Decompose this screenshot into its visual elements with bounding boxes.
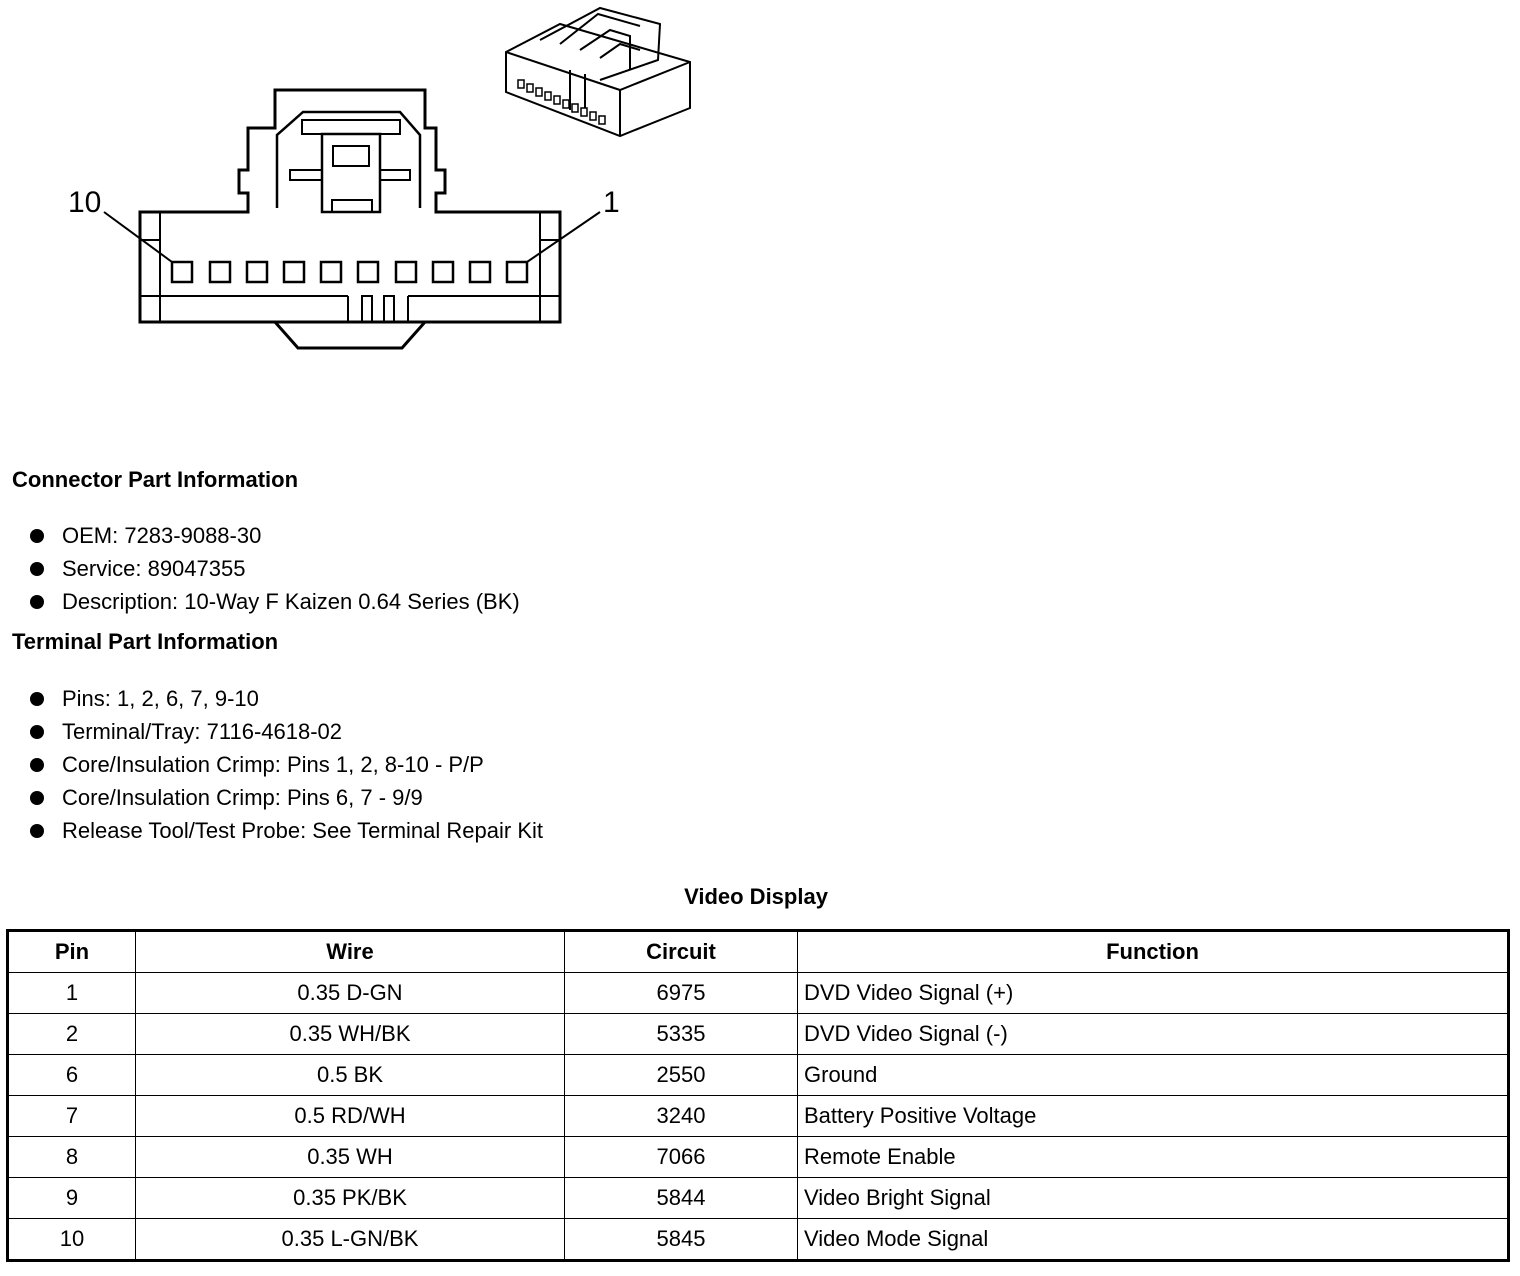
- cell-circuit: 3240: [565, 1096, 798, 1137]
- list-item: Service: 89047355: [28, 552, 520, 585]
- list-item: Pins: 1, 2, 6, 7, 9-10: [28, 682, 543, 715]
- list-item: OEM: 7283-9088-30: [28, 519, 520, 552]
- pin-cavity-5: [358, 262, 378, 282]
- cell-circuit: 7066: [565, 1137, 798, 1178]
- pin-label-1: 1: [603, 186, 620, 219]
- connector-part-info-list: [28, 519, 520, 618]
- cell-circuit: 5845: [565, 1219, 798, 1261]
- pinout-table: [6, 929, 1510, 1262]
- table-row: [8, 1055, 1509, 1096]
- cell-function: Remote Enable: [798, 1137, 1509, 1178]
- cell-wire: 0.5 BK: [136, 1055, 565, 1096]
- bullet-icon: [30, 758, 44, 772]
- connector-face-view: [140, 90, 560, 348]
- bullet-icon: [30, 595, 44, 609]
- cell-wire: 0.35 WH: [136, 1137, 565, 1178]
- cell-function: Battery Positive Voltage: [798, 1096, 1509, 1137]
- bullet-icon: [30, 529, 44, 543]
- pin-cavity-7: [284, 262, 304, 282]
- bullet-icon: [30, 791, 44, 805]
- column-header-circuit: Circuit: [565, 931, 798, 973]
- pin-cavity-10: [172, 262, 192, 282]
- cell-pin: 2: [8, 1014, 136, 1055]
- list-item: Terminal/Tray: 7116-4618-02: [28, 715, 543, 748]
- terminal-part-info-heading: Terminal Part Information: [12, 629, 279, 654]
- bullet-icon: [30, 692, 44, 706]
- table-row: [8, 1137, 1509, 1178]
- pin-cavity-6: [321, 262, 341, 282]
- cell-circuit: 5335: [565, 1014, 798, 1055]
- table-row: [8, 973, 1509, 1014]
- pin-cavity-8: [247, 262, 267, 282]
- cell-wire: 0.35 D-GN: [136, 973, 565, 1014]
- bullet-icon: [30, 725, 44, 739]
- cell-wire: 0.35 WH/BK: [136, 1014, 565, 1055]
- table-row: [8, 1014, 1509, 1055]
- column-header-pin: Pin: [8, 931, 136, 973]
- connector-diagram: [0, 0, 760, 380]
- pin-10-leader: [104, 212, 172, 262]
- pin-cavity-9: [210, 262, 230, 282]
- pin-cavity-1: [507, 262, 527, 282]
- pin-cavities: [172, 262, 527, 282]
- table-row: [8, 1096, 1509, 1137]
- cell-pin: 7: [8, 1096, 136, 1137]
- table-header-row: [8, 931, 1509, 973]
- list-item: Description: 10-Way F Kaizen 0.64 Series (BK): [28, 585, 520, 618]
- bullet-icon: [30, 824, 44, 838]
- cell-function: DVD Video Signal (-): [798, 1014, 1509, 1055]
- table-title: Video Display: [684, 884, 828, 909]
- column-header-function: Function: [798, 931, 1509, 973]
- cell-function: Video Bright Signal: [798, 1178, 1509, 1219]
- pin-cavity-2: [470, 262, 490, 282]
- cell-pin: 6: [8, 1055, 136, 1096]
- cell-wire: 0.35 L-GN/BK: [136, 1219, 565, 1261]
- connector-isometric-view: [506, 8, 690, 136]
- pin-1-leader: [527, 212, 600, 262]
- list-item: Release Tool/Test Probe: See Terminal Repair Kit: [28, 814, 543, 847]
- cell-pin: 8: [8, 1137, 136, 1178]
- cell-circuit: 6975: [565, 973, 798, 1014]
- list-item: Core/Insulation Crimp: Pins 1, 2, 8-10 - P/P: [28, 748, 543, 781]
- cell-wire: 0.35 PK/BK: [136, 1178, 565, 1219]
- cell-function: Video Mode Signal: [798, 1219, 1509, 1261]
- pin-label-10: 10: [68, 186, 102, 219]
- cell-circuit: 5844: [565, 1178, 798, 1219]
- table-row: [8, 1219, 1509, 1261]
- cell-function: Ground: [798, 1055, 1509, 1096]
- cell-pin: 10: [8, 1219, 136, 1261]
- table-row: [8, 1178, 1509, 1219]
- cell-pin: 9: [8, 1178, 136, 1219]
- cell-circuit: 2550: [565, 1055, 798, 1096]
- terminal-part-info-list: [28, 682, 543, 847]
- cell-pin: 1: [8, 973, 136, 1014]
- cell-function: DVD Video Signal (+): [798, 973, 1509, 1014]
- pin-cavity-3: [433, 262, 453, 282]
- connector-part-info-heading: Connector Part Information: [12, 467, 299, 492]
- bullet-icon: [30, 562, 44, 576]
- list-item: Core/Insulation Crimp: Pins 6, 7 - 9/9: [28, 781, 543, 814]
- pin-cavity-4: [396, 262, 416, 282]
- column-header-wire: Wire: [136, 931, 565, 973]
- cell-wire: 0.5 RD/WH: [136, 1096, 565, 1137]
